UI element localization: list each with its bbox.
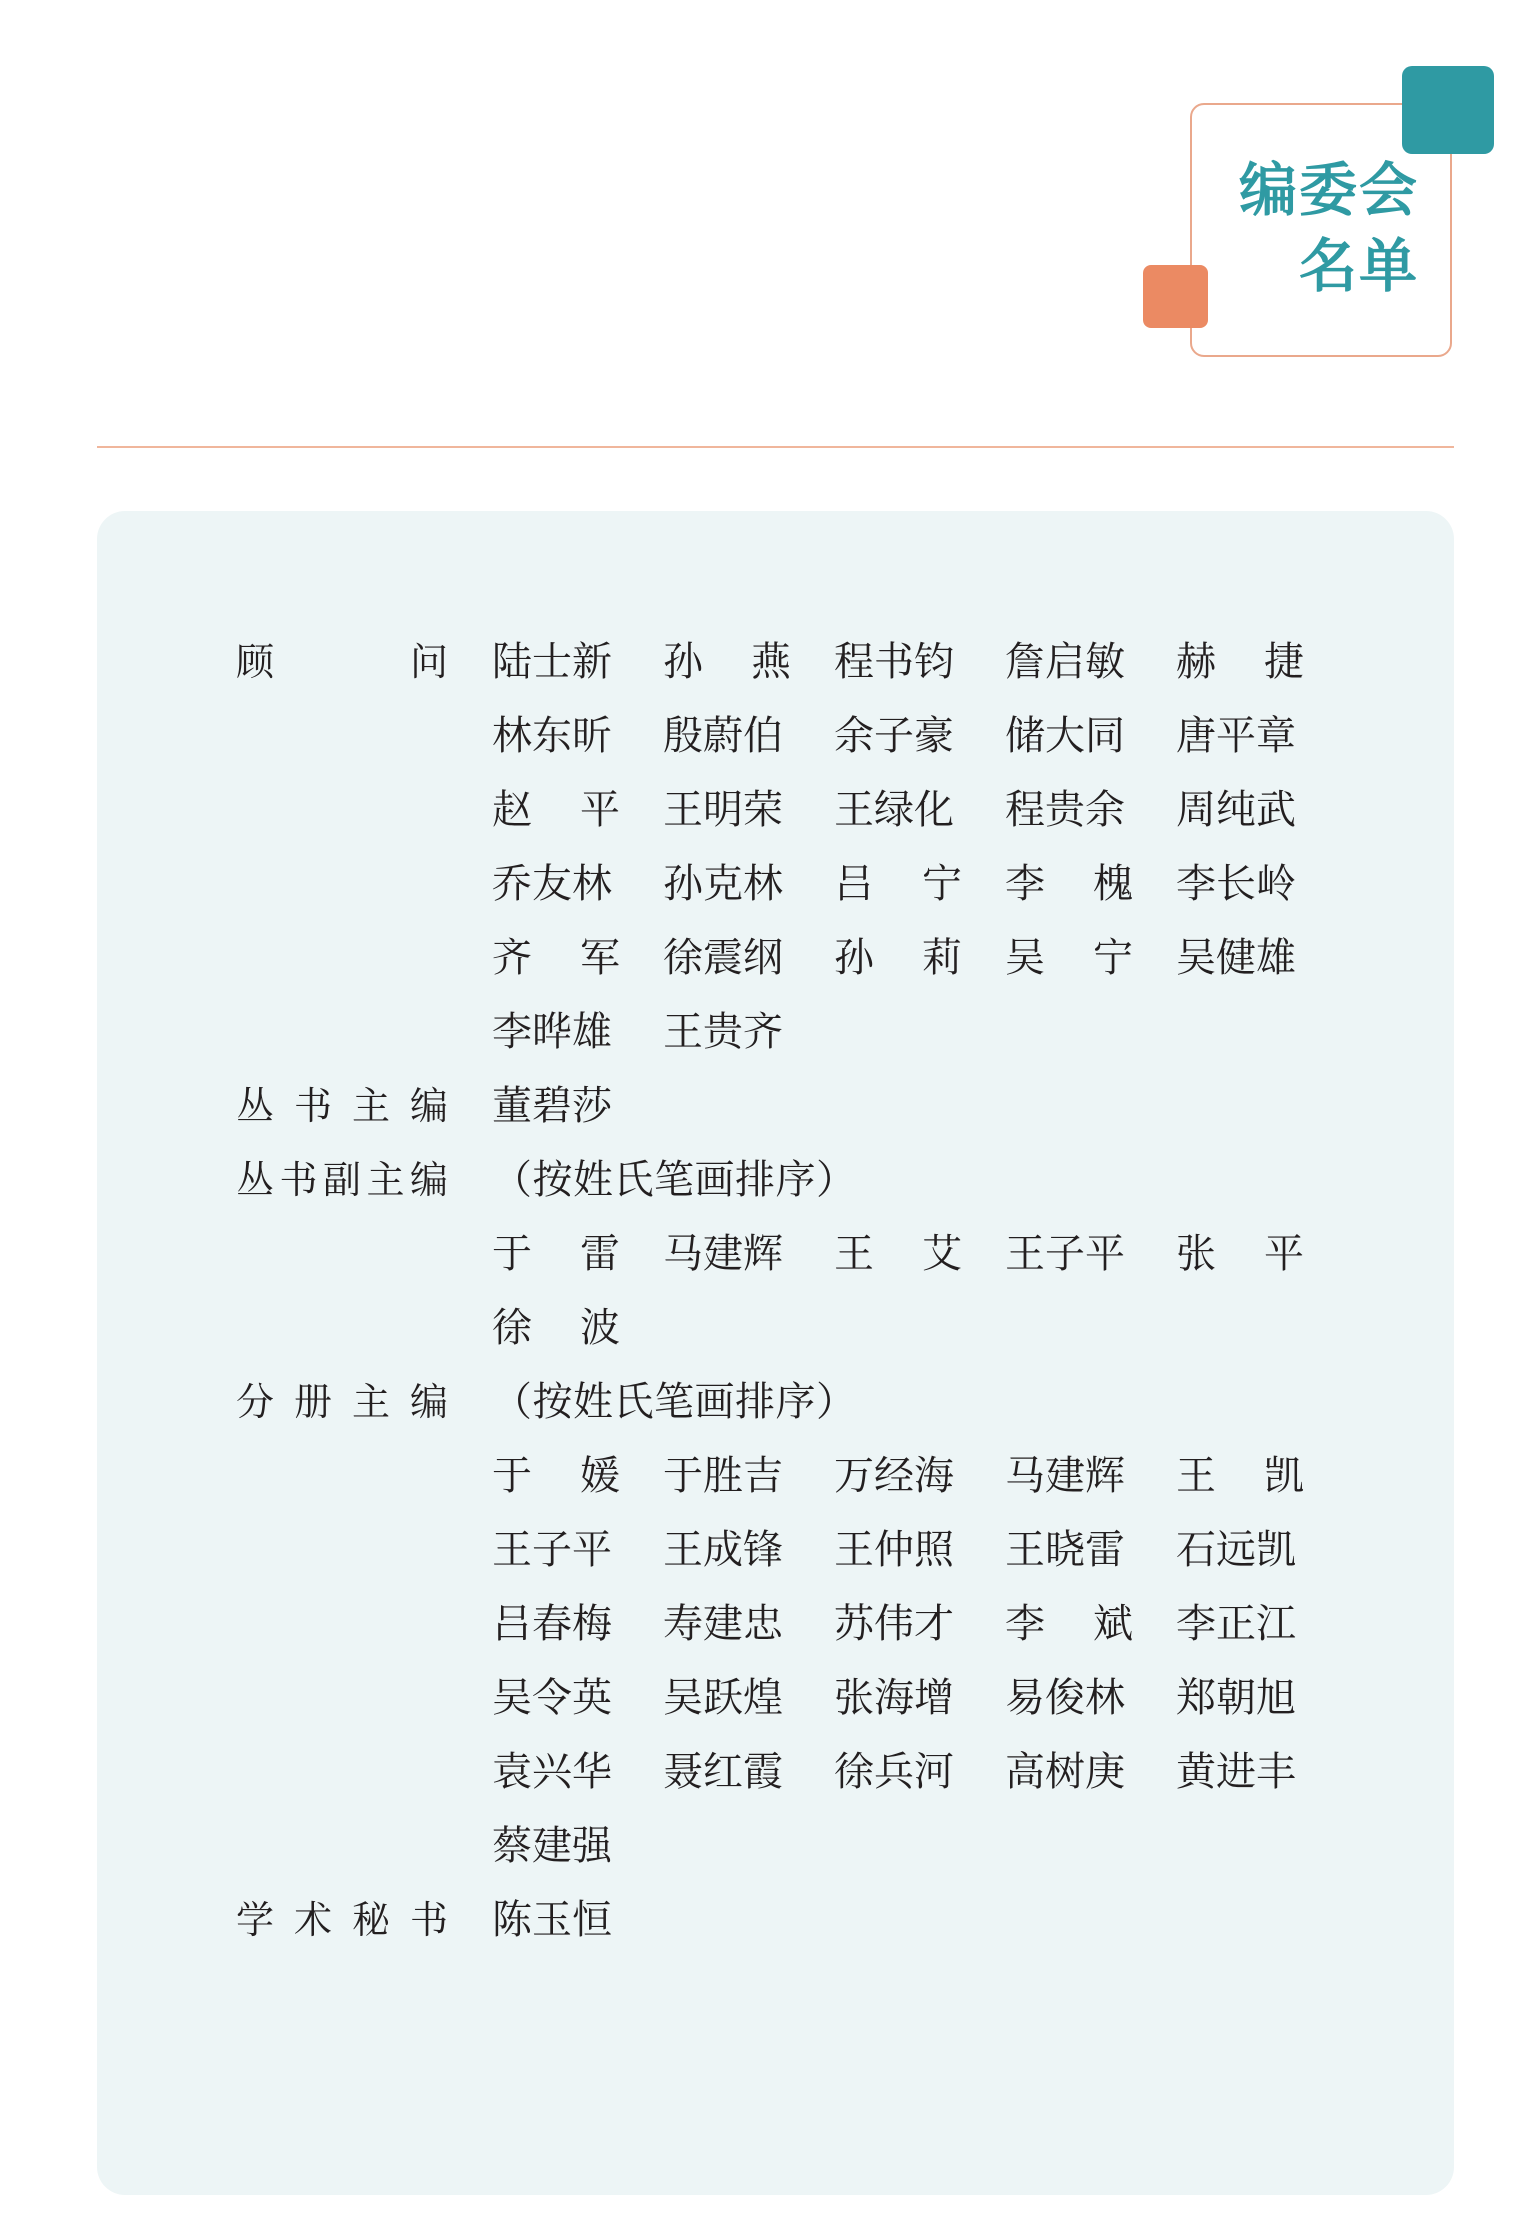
- member-name: 寿建忠: [663, 1601, 783, 1647]
- member-name: 王绿化: [834, 787, 954, 833]
- member-name: 王子平: [492, 1527, 612, 1573]
- role-label: 学 术 秘 书: [236, 1898, 448, 1942]
- member-name: 吴跃煌: [663, 1675, 783, 1721]
- member-name: 陈玉恒: [492, 1897, 612, 1943]
- member-name: 林东昕: [492, 713, 612, 759]
- member-name: 李长岭: [1176, 861, 1296, 907]
- member-name: 蔡建强: [492, 1823, 612, 1869]
- member-name: 王明荣: [663, 787, 783, 833]
- member-name: 吴 宁: [1005, 935, 1133, 981]
- member-name: 余子豪: [834, 713, 954, 759]
- member-name: 储大同: [1005, 713, 1125, 759]
- member-name: 聂红霞: [663, 1749, 783, 1795]
- member-name: 吕春梅: [492, 1601, 612, 1647]
- member-name: 王仲照: [834, 1527, 954, 1573]
- member-name: 于 雷: [492, 1231, 620, 1277]
- member-name: 殷蔚伯: [663, 713, 783, 759]
- role-label: 顾 问: [236, 640, 448, 684]
- member-name: 王 凯: [1176, 1453, 1304, 1499]
- member-name: 李晔雄: [492, 1009, 612, 1055]
- ordering-note: （按姓氏笔画排序）: [492, 1379, 857, 1425]
- member-name: 易俊林: [1005, 1675, 1125, 1721]
- member-name: 郑朝旭: [1176, 1675, 1296, 1721]
- member-name: 袁兴华: [492, 1749, 612, 1795]
- page-title-line1: 编委会: [1238, 156, 1419, 224]
- member-name: 董碧莎: [492, 1083, 612, 1129]
- member-name: 李 槐: [1005, 861, 1133, 907]
- role-label: 分 册 主 编: [236, 1380, 448, 1424]
- member-name: 孙 燕: [663, 639, 791, 685]
- member-name: 张 平: [1176, 1231, 1304, 1277]
- member-name: 赵 平: [492, 787, 620, 833]
- header-divider: [97, 446, 1454, 448]
- role-label: 丛 书 主 编: [236, 1084, 448, 1128]
- member-name: 于胜吉: [663, 1453, 783, 1499]
- member-name: 孙 莉: [834, 935, 962, 981]
- member-name: 马建辉: [1005, 1453, 1125, 1499]
- member-name: 赫 捷: [1176, 639, 1304, 685]
- member-name: 王 艾: [834, 1231, 962, 1277]
- member-name: 王成锋: [663, 1527, 783, 1573]
- page-title: [1239, 152, 1419, 304]
- member-name: 陆士新: [492, 639, 612, 685]
- member-name: 万经海: [834, 1453, 954, 1499]
- member-name: 程贵余: [1005, 787, 1125, 833]
- member-name: 徐震纲: [663, 935, 783, 981]
- member-name: 李 斌: [1005, 1601, 1133, 1647]
- badge-teal-square: [1402, 66, 1494, 154]
- role-label: 丛 书 副 主 编: [236, 1158, 448, 1202]
- member-name: 唐平章: [1176, 713, 1296, 759]
- member-name: 苏伟才: [834, 1601, 954, 1647]
- member-name: 张海增: [834, 1675, 954, 1721]
- member-name: 王贵齐: [663, 1009, 783, 1055]
- member-name: 李正江: [1176, 1601, 1296, 1647]
- member-name: 乔友林: [492, 861, 612, 907]
- member-name: 吕 宁: [834, 861, 962, 907]
- page-title-line2: 名单: [1298, 232, 1419, 300]
- member-name: 周纯武: [1176, 787, 1296, 833]
- member-name: 孙克林: [663, 861, 783, 907]
- member-name: 王子平: [1005, 1231, 1125, 1277]
- member-name: 高树庚: [1005, 1749, 1125, 1795]
- member-name: 徐兵河: [834, 1749, 954, 1795]
- ordering-note: （按姓氏笔画排序）: [492, 1157, 857, 1203]
- member-name: 吴令英: [492, 1675, 612, 1721]
- member-name: 马建辉: [663, 1231, 783, 1277]
- badge-orange-square: [1143, 265, 1208, 328]
- member-name: 黄进丰: [1176, 1749, 1296, 1795]
- member-name: 程书钧: [834, 639, 954, 685]
- member-name: 于 媛: [492, 1453, 620, 1499]
- member-name: 王晓雷: [1005, 1527, 1125, 1573]
- member-name: 詹启敏: [1005, 639, 1125, 685]
- member-name: 齐 军: [492, 935, 620, 981]
- member-name: 石远凯: [1176, 1527, 1296, 1573]
- member-name: 吴健雄: [1176, 935, 1296, 981]
- member-name: 徐 波: [492, 1305, 620, 1351]
